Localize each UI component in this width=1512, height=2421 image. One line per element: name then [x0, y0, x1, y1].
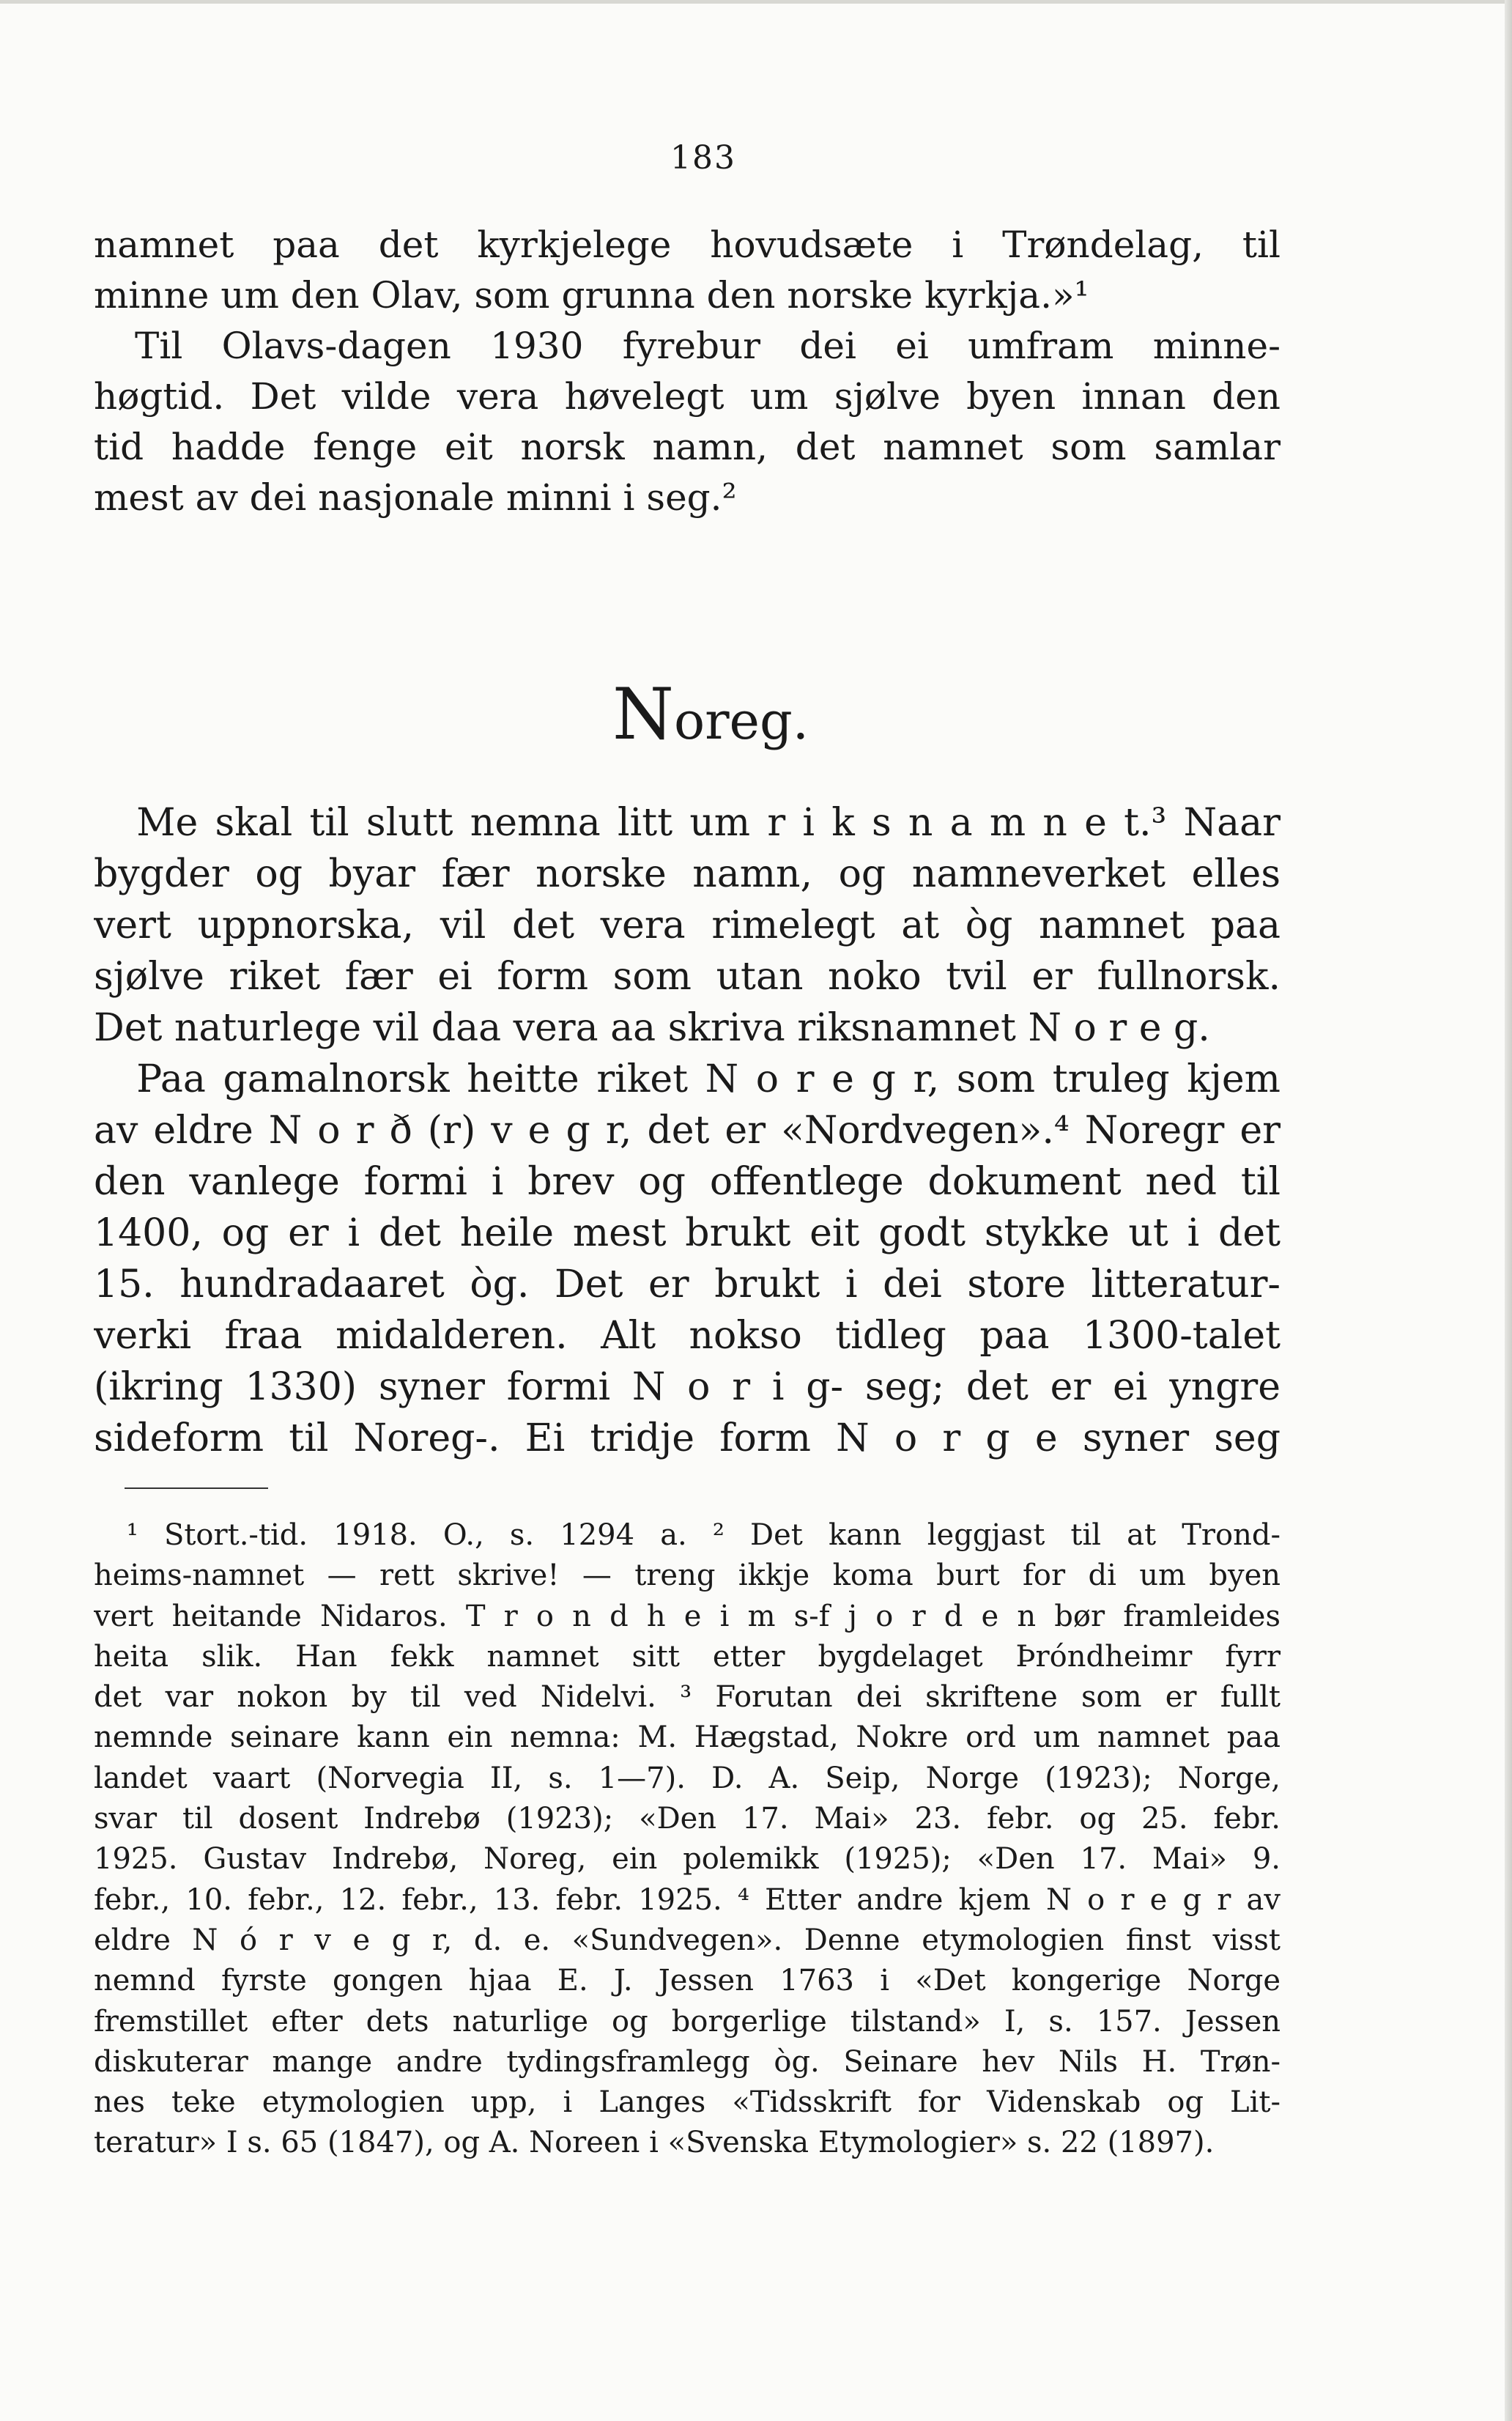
footnote-line: ¹ Stort.-tid. 1918. O., s. 1294 a. ² Det kann leggjast til at Trond-: [126, 1518, 1281, 1552]
text-line: 1400, og er i det heile mest brukt eit godt stykke ut i det: [94, 1211, 1281, 1255]
text-line: Til Olavs-dagen 1930 fyrebur dei ei umfram minne-: [135, 325, 1281, 367]
text-line: sideform til Noreg-. Ei tridje form N o r g e syner seg: [94, 1416, 1281, 1460]
text-line: den vanlege formi i brev og offentlege dokument ned til: [94, 1160, 1281, 1204]
text-line: tid hadde fenge eit norsk namn, det namnet som samlar: [94, 426, 1281, 468]
text-line: 15. hundradaaret òg. Det er brukt i dei store litteratur-: [94, 1263, 1281, 1306]
text-line: bygder og byar fær norske namn, og namneverket elles: [94, 852, 1281, 896]
heading-rest: oreg.: [673, 691, 809, 751]
text-line: sjølve riket fær ei form som utan noko tvil er fullnorsk.: [94, 955, 1281, 999]
footnote-line: nemnde seinare kann ein nemna: M. Hægstad, Nokre ord um namnet paa: [94, 1720, 1281, 1755]
footnote-line: eldre N ó r v e g r, d. e. «Sundvegen». Denne etymologien finst visst: [94, 1923, 1281, 1957]
page-right-edge: [1505, 0, 1512, 2421]
footnote-line: diskuterar mange andre tydingsframlegg òg. Seinare hev Nils H. Trøn-: [94, 2044, 1281, 2079]
text-line: Det naturlege vil daa vera aa skriva riksnamnet N o r e g.: [94, 1006, 1210, 1050]
text-line: mest av dei nasjonale minni i seg.²: [94, 476, 737, 519]
text-line: minne um den Olav, som grunna den norske kyrkja.»¹: [94, 274, 1089, 317]
text-line: av eldre N o r ð (r) v e g r, det er «Nordvegen».⁴ Noregr er: [94, 1109, 1281, 1153]
page-top-edge: [0, 0, 1512, 4]
text-line: verki fraa midalderen. Alt nokso tidleg paa 1300-talet: [94, 1314, 1281, 1358]
text-line: namnet paa det kyrkjelege hovudsæte i Trøndelag, til: [94, 223, 1281, 266]
text-line: Me skal til slutt nemna litt um r i k s n a m n e t.³ Naar: [136, 801, 1281, 845]
footnote-line: heims-namnet — rett skrive! — treng ikkje koma burt for di um byen: [94, 1559, 1281, 1593]
text-line: høgtid. Det vilde vera høvelegt um sjølve byen innan den: [94, 375, 1281, 418]
intro-paragraph: [94, 220, 1281, 523]
heading-initial: N: [612, 673, 674, 755]
footnote-separator: [125, 1487, 268, 1489]
page-number: 183: [670, 139, 736, 177]
text-line: vert uppnorska, vil det vera rimelegt at òg namnet paa: [94, 903, 1281, 947]
footnote-line: febr., 10. febr., 12. febr., 13. febr. 1925. ⁴ Etter andre kjem N o r e g r av: [94, 1882, 1281, 1917]
section-heading: [0, 673, 1421, 755]
footnote-line: vert heitande Nidaros. T r o n d h e i m s-f j o r d e n bør framleides: [94, 1599, 1281, 1633]
text-line: (ikring 1330) syner formi N o r i g- seg; det er ei yngre: [94, 1365, 1281, 1409]
footnotes: [94, 1515, 1281, 2164]
footnote-line: 1925. Gustav Indrebø, Noreg, ein polemikk (1925); «Den 17. Mai» 9.: [94, 1842, 1281, 1877]
text-line: Paa gamalnorsk heitte riket N o r e g r, som truleg kjem: [136, 1057, 1281, 1101]
footnote-line: det var nokon by til ved Nidelvi. ³ Forutan dei skriftene som er fullt: [94, 1680, 1281, 1715]
footnote-line: nes teke etymologien upp, i Langes «Tidsskrift for Videnskab og Lit-: [94, 2085, 1281, 2120]
footnote-line: heita slik. Han fekk namnet sitt etter bygdelaget Þróndheimr fyrr: [94, 1639, 1281, 1674]
footnote-line: landet vaart (Norvegia II, s. 1—7). D. A. Seip, Norge (1923); Norge,: [94, 1761, 1281, 1795]
footnote-line: teratur» I s. 65 (1847), og A. Noreen i «Svenska Etymologier» s. 22 (1897).: [94, 2126, 1215, 2160]
footnote-line: svar til dosent Indrebø (1923); «Den 17. Mai» 23. febr. og 25. febr.: [94, 1802, 1281, 1836]
footnote-line: nemnd fyrste gongen hjaa E. J. Jessen 1763 i «Det kongerige Norge: [94, 1964, 1281, 1998]
footnote-line: fremstillet efter dets naturlige og borgerlige tilstand» I, s. 157. Jessen: [94, 2004, 1281, 2039]
body-paragraph: [94, 797, 1281, 1464]
